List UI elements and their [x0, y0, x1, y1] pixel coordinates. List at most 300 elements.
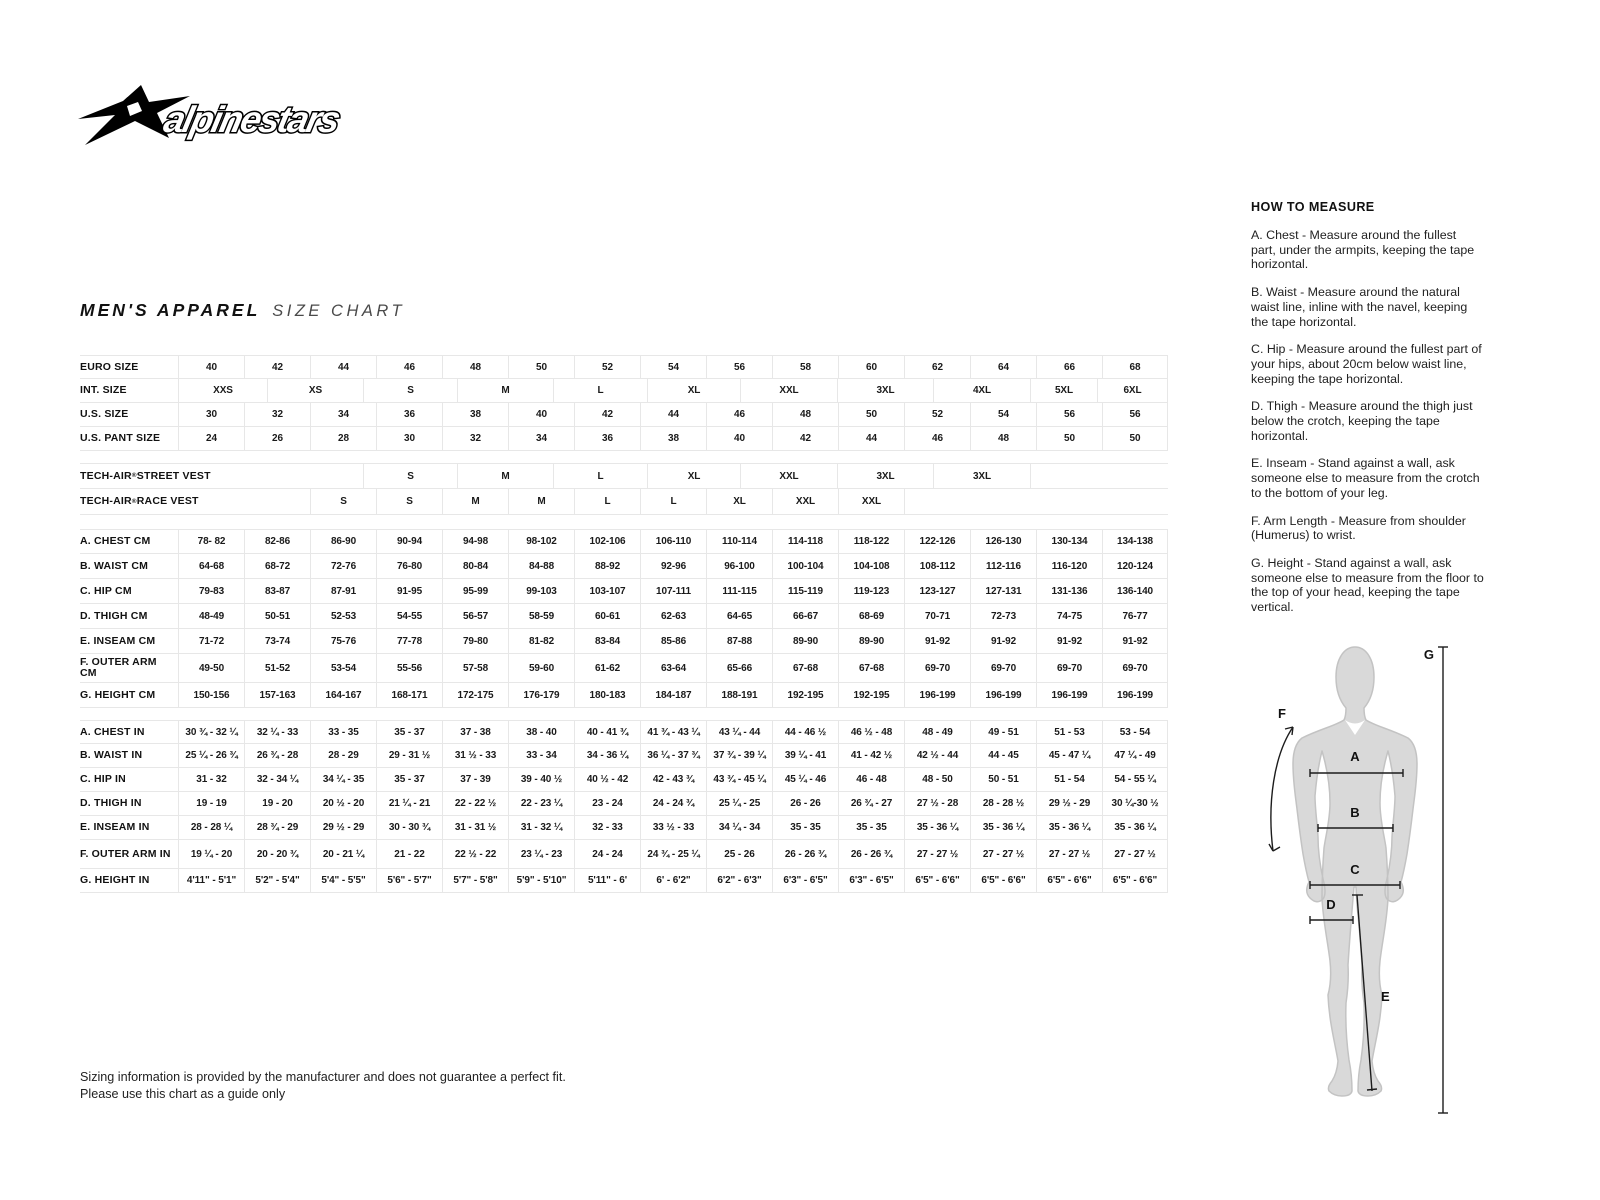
table-row-waist-in: [80, 744, 1168, 768]
logo-wordmark: alpinestars: [160, 98, 343, 140]
table-cell: 5'7" - 5'8": [442, 869, 508, 892]
table-cell: 3XL: [837, 464, 933, 488]
table-cell: 50: [1036, 427, 1102, 450]
measure-instruction-chest: A. Chest - Measure around the fullest part, under the armpits, keeping the tape horizontal.: [1251, 228, 1475, 272]
diagram-label-d: D: [1326, 897, 1336, 912]
table-cell: 196-199: [904, 683, 970, 707]
table-row-inseam-cm: [80, 629, 1168, 654]
table-cell: 40: [178, 356, 244, 378]
table-cell: 5'6" - 5'7": [376, 869, 442, 892]
table-cell: 34: [508, 427, 574, 450]
table-cell: 79-80: [442, 629, 508, 653]
table-cell: 25 ¼ - 26 ¾: [178, 744, 244, 767]
table-cell: 81-82: [508, 629, 574, 653]
table-cell: 68: [1102, 356, 1168, 378]
table-cell: 26 - 26 ¾: [772, 840, 838, 868]
table-cell: 114-118: [772, 530, 838, 553]
table-cell: 35 - 36 ¼: [904, 816, 970, 839]
table-cell: 196-199: [970, 683, 1036, 707]
table-cell: 32 - 34 ¼: [244, 768, 310, 791]
table-cell: 46: [706, 403, 772, 426]
table-cell: 48: [442, 356, 508, 378]
table-cell: 53-54: [310, 654, 376, 682]
table-cell: 108-112: [904, 554, 970, 578]
table-cell: 31 ½ - 33: [442, 744, 508, 767]
table-cell: 22 ½ - 22: [442, 840, 508, 868]
table-cell: [1102, 489, 1168, 514]
table-cell: 30 ¼-30 ½: [1102, 792, 1168, 815]
table-cell: 35 - 35: [772, 816, 838, 839]
table-cell: 6'5" - 6'6": [904, 869, 970, 892]
how-to-measure-title: HOW TO MEASURE: [1251, 200, 1375, 214]
table-row-hip-cm: [80, 579, 1168, 604]
table-cell: 120-124: [1102, 554, 1168, 578]
table-cell: [904, 489, 970, 514]
table-cell: 28 - 29: [310, 744, 376, 767]
table-cell: 37 - 39: [442, 768, 508, 791]
table-cell: 47 ¼ - 49: [1102, 744, 1168, 767]
table-cell: 32 - 33: [574, 816, 640, 839]
table-cell: 102-106: [574, 530, 640, 553]
disclaimer-line-2: Please use this chart as a guide only: [80, 1086, 286, 1101]
table-cell: 131-136: [1036, 579, 1102, 603]
table-cell: 57-58: [442, 654, 508, 682]
table-cell: 122-126: [904, 530, 970, 553]
table-cell: 22 - 23 ¼: [508, 792, 574, 815]
table-cell: 29 ½ - 29: [1036, 792, 1102, 815]
table-cell: S: [363, 464, 457, 488]
table-cell: 31 - 32: [178, 768, 244, 791]
table-cell: 34 ¼ - 34: [706, 816, 772, 839]
table-row-outer-arm-cm: [80, 654, 1168, 683]
table-cell: S: [310, 489, 376, 514]
table-cell: 6'5" - 6'6": [1102, 869, 1168, 892]
table-cell: 44: [838, 427, 904, 450]
page-title: [80, 300, 405, 321]
table-cell: 38: [640, 427, 706, 450]
table-row-tech-air-race-vest: [80, 489, 1168, 515]
table-cell: XXL: [838, 489, 904, 514]
diagram-label-g: G: [1423, 647, 1434, 662]
table-cell: 24: [178, 427, 244, 450]
table-cell: 91-92: [1102, 629, 1168, 653]
table-row-outer-arm-in: [80, 840, 1168, 869]
table-cell: 126-130: [970, 530, 1036, 553]
table-cell: 35 - 37: [376, 768, 442, 791]
table-cell: [1097, 464, 1168, 488]
row-label-height-cm: G. HEIGHT CM: [80, 688, 156, 701]
table-cell: 52: [904, 403, 970, 426]
table-cell: 26: [244, 427, 310, 450]
table-cell: 53 - 54: [1102, 721, 1168, 743]
table-cell: 50: [838, 403, 904, 426]
table-cell: 69-70: [904, 654, 970, 682]
table-cell: 46 ½ - 48: [838, 721, 904, 743]
table-cell: 83-84: [574, 629, 640, 653]
table-cell: 4XL: [933, 379, 1030, 402]
table-cell: [244, 489, 310, 514]
table-cell: 164-167: [310, 683, 376, 707]
measure-instruction-height: G. Height - Stand against a wall, ask someone else to measure from the floor to the top of your head, keeping the tape vertical.: [1251, 555, 1484, 615]
table-cell: 33 ½ - 33: [640, 816, 706, 839]
table-cell: 68-69: [838, 604, 904, 628]
table-cell: XL: [647, 464, 740, 488]
table-row-int-size: [80, 379, 1168, 403]
table-cell: 30: [376, 427, 442, 450]
table-cell: 24 ¾ - 25 ¼: [640, 840, 706, 868]
table-cell: 35 - 37: [376, 721, 442, 743]
row-label-outer-arm-cm: F. OUTER ARM CM: [80, 656, 157, 679]
table-cell: XS: [267, 379, 363, 402]
table-cell: 127-131: [970, 579, 1036, 603]
table-cell: 6' - 6'2": [640, 869, 706, 892]
table-cell: 91-92: [904, 629, 970, 653]
table-cell: 48: [772, 403, 838, 426]
row-label-thigh-in: D. THIGH IN: [80, 797, 142, 809]
table-cell: 56: [1102, 403, 1168, 426]
table-row-euro-size: [80, 355, 1168, 379]
table-cell: 58: [772, 356, 838, 378]
table-cell: 39 ¼ - 41: [772, 744, 838, 767]
table-cell: 89-90: [772, 629, 838, 653]
table-cell: 56-57: [442, 604, 508, 628]
table-cell: 26 - 26: [772, 792, 838, 815]
table-row-height-cm: [80, 683, 1168, 708]
table-cell: 58-59: [508, 604, 574, 628]
measure-instruction-arm: F. Arm Length - Measure from shoulder (Humerus) to wrist.: [1251, 513, 1466, 543]
table-cell: 34 - 36 ¼: [574, 744, 640, 767]
table-cell: 83-87: [244, 579, 310, 603]
measure-instruction-waist: B. Waist - Measure around the natural waist line, inline with the navel, keeping the tape horizontal.: [1251, 285, 1468, 329]
table-cell: 48 - 50: [904, 768, 970, 791]
table-cell: L: [640, 489, 706, 514]
table-cell: 134-138: [1102, 530, 1168, 553]
table-cell: 38 - 40: [508, 721, 574, 743]
table-cell: 28: [310, 427, 376, 450]
table-cell: 44: [640, 403, 706, 426]
table-cell: 71-72: [178, 629, 244, 653]
table-cell: 78- 82: [178, 530, 244, 553]
table-cell: 196-199: [1102, 683, 1168, 707]
table-cell: 28 - 28 ½: [970, 792, 1036, 815]
table-cell: [1036, 489, 1102, 514]
table-cell: 52: [574, 356, 640, 378]
table-cell: 89-90: [838, 629, 904, 653]
table-cell: M: [457, 464, 553, 488]
table-cell: 130-134: [1036, 530, 1102, 553]
table-cell: 20 - 21 ¼: [310, 840, 376, 868]
table-cell: 40 ½ - 42: [574, 768, 640, 791]
table-cell: 103-107: [574, 579, 640, 603]
table-cell: 192-195: [772, 683, 838, 707]
table-cell: 66: [1036, 356, 1102, 378]
table-cell: 107-111: [640, 579, 706, 603]
table-cell: 74-75: [1036, 604, 1102, 628]
table-cell: 176-179: [508, 683, 574, 707]
table-cell: 84-88: [508, 554, 574, 578]
table-cell: 88-92: [574, 554, 640, 578]
table-cell: 172-175: [442, 683, 508, 707]
table-cell: 6'2" - 6'3": [706, 869, 772, 892]
row-label-waist-cm: B. WAIST CM: [80, 559, 149, 572]
table-cell: 62-63: [640, 604, 706, 628]
table-cell: 32: [244, 403, 310, 426]
table-cell: 22 - 22 ½: [442, 792, 508, 815]
table-cell: L: [553, 379, 647, 402]
row-label-us-size: U.S. SIZE: [80, 408, 129, 420]
table-cell: 64-68: [178, 554, 244, 578]
diagram-label-e: E: [1381, 989, 1390, 1004]
table-cell: 44 - 45: [970, 744, 1036, 767]
table-cell: 118-122: [838, 530, 904, 553]
table-cell: 28 - 28 ¼: [178, 816, 244, 839]
table-cell: 87-91: [310, 579, 376, 603]
table-cell: 69-70: [1102, 654, 1168, 682]
table-cell: 6XL: [1097, 379, 1168, 402]
table-cell: 30 ¾ - 32 ¼: [178, 721, 244, 743]
row-label-hip-in: C. HIP IN: [80, 773, 126, 785]
table-cell: 31 - 32 ¼: [508, 816, 574, 839]
diagram-label-b: B: [1350, 805, 1360, 820]
table-cell: 157-163: [244, 683, 310, 707]
table-cell: 27 ½ - 28: [904, 792, 970, 815]
table-cell: 66-67: [772, 604, 838, 628]
table-cell: 42: [574, 403, 640, 426]
table-cell: 45 ¼ - 46: [772, 768, 838, 791]
table-cell: 76-80: [376, 554, 442, 578]
table-section-gap: [80, 451, 1168, 463]
table-cell: 32 ¼ - 33: [244, 721, 310, 743]
table-cell: XXL: [740, 464, 837, 488]
table-cell: 111-115: [706, 579, 772, 603]
table-row-us-size: [80, 403, 1168, 427]
table-cell: 30 - 30 ¾: [376, 816, 442, 839]
table-cell: 54: [970, 403, 1036, 426]
table-cell: 87-88: [706, 629, 772, 653]
table-cell: 77-78: [376, 629, 442, 653]
table-cell: 35 - 35: [838, 816, 904, 839]
table-cell: 21 ¼ - 21: [376, 792, 442, 815]
table-cell: 37 - 38: [442, 721, 508, 743]
table-cell: 5'2" - 5'4": [244, 869, 310, 892]
size-chart-table: [80, 355, 1168, 893]
table-cell: 136-140: [1102, 579, 1168, 603]
table-cell: 54-55: [376, 604, 442, 628]
table-cell: [1030, 464, 1097, 488]
measure-instruction-thigh: D. Thigh - Measure around the thigh just below the crotch, keeping the tape horizontal.: [1251, 399, 1473, 443]
table-cell: 5XL: [1030, 379, 1097, 402]
table-cell: 85-86: [640, 629, 706, 653]
table-cell: 92-96: [640, 554, 706, 578]
row-label-outer-arm-in: F. OUTER ARM IN: [80, 847, 171, 860]
table-cell: 73-74: [244, 629, 310, 653]
table-cell: 41 - 42 ½: [838, 744, 904, 767]
table-cell: 180-183: [574, 683, 640, 707]
height-measure-line: [1438, 647, 1448, 1113]
table-cell: 25 - 26: [706, 840, 772, 868]
table-cell: 82-86: [244, 530, 310, 553]
table-cell: 110-114: [706, 530, 772, 553]
table-cell: 91-92: [1036, 629, 1102, 653]
table-cell: 40: [508, 403, 574, 426]
table-row-thigh-in: [80, 792, 1168, 816]
table-cell: 94-98: [442, 530, 508, 553]
table-cell: 86-90: [310, 530, 376, 553]
table-cell: 4'11" - 5'1": [178, 869, 244, 892]
table-section-gap: [80, 515, 1168, 529]
table-cell: 69-70: [1036, 654, 1102, 682]
table-cell: 61-62: [574, 654, 640, 682]
table-cell: 59-60: [508, 654, 574, 682]
table-cell: 40 - 41 ¾: [574, 721, 640, 743]
table-cell: 37 ¾ - 39 ¼: [706, 744, 772, 767]
table-cell: 72-73: [970, 604, 1036, 628]
table-cell: 42: [772, 427, 838, 450]
table-cell: 25 ¼ - 25: [706, 792, 772, 815]
table-cell: 19 - 20: [244, 792, 310, 815]
table-cell: 100-104: [772, 554, 838, 578]
table-cell: 54 - 55 ¼: [1102, 768, 1168, 791]
table-cell: 60: [838, 356, 904, 378]
table-cell: 6'3" - 6'5": [838, 869, 904, 892]
table-cell: 27 - 27 ½: [1102, 840, 1168, 868]
table-cell: 23 - 24: [574, 792, 640, 815]
table-cell: 68-72: [244, 554, 310, 578]
table-cell: 50: [508, 356, 574, 378]
table-cell: 123-127: [904, 579, 970, 603]
table-cell: 28 ¾ - 29: [244, 816, 310, 839]
table-cell: 48: [970, 427, 1036, 450]
table-row-tech-air-street-vest: [80, 463, 1168, 489]
table-cell: 56: [706, 356, 772, 378]
table-cell: 79-83: [178, 579, 244, 603]
table-cell: 44: [310, 356, 376, 378]
table-row-chest-cm: [80, 529, 1168, 554]
table-cell: 27 - 27 ½: [970, 840, 1036, 868]
table-cell: 24 - 24: [574, 840, 640, 868]
table-cell: 168-171: [376, 683, 442, 707]
table-cell: 5'11" - 6': [574, 869, 640, 892]
table-cell: 43 ¾ - 45 ¼: [706, 768, 772, 791]
diagram-label-f: F: [1278, 706, 1286, 721]
table-cell: S: [363, 379, 457, 402]
table-cell: 90-94: [376, 530, 442, 553]
disclaimer-line-1: Sizing information is provided by the manufacturer and does not guarantee a perfect fit.: [80, 1070, 566, 1084]
table-cell: 31 - 31 ½: [442, 816, 508, 839]
table-cell: 80-84: [442, 554, 508, 578]
table-cell: 65-66: [706, 654, 772, 682]
table-section-gap: [80, 708, 1168, 720]
table-cell: L: [553, 464, 647, 488]
table-cell: 36 ¼ - 37 ¾: [640, 744, 706, 767]
table-cell: 112-116: [970, 554, 1036, 578]
table-cell: S: [376, 489, 442, 514]
table-cell: 91-95: [376, 579, 442, 603]
table-cell: 29 ½ - 29: [310, 816, 376, 839]
table-cell: 5'4" - 5'5": [310, 869, 376, 892]
table-cell: 39 - 40 ½: [508, 768, 574, 791]
table-cell: 106-110: [640, 530, 706, 553]
table-cell: 46: [904, 427, 970, 450]
table-cell: 62: [904, 356, 970, 378]
row-label-hip-cm: C. HIP CM: [80, 584, 132, 597]
table-cell: 34 ¼ - 35: [310, 768, 376, 791]
table-cell: 49-50: [178, 654, 244, 682]
table-cell: [970, 489, 1036, 514]
table-cell: 42: [244, 356, 310, 378]
table-cell: 54: [640, 356, 706, 378]
table-cell: 26 ¾ - 28: [244, 744, 310, 767]
table-cell: XL: [647, 379, 740, 402]
table-cell: 26 ¾ - 27: [838, 792, 904, 815]
table-cell: 44 - 46 ½: [772, 721, 838, 743]
table-cell: 43 ¼ - 44: [706, 721, 772, 743]
table-cell: 5'9" - 5'10": [508, 869, 574, 892]
table-cell: 188-191: [706, 683, 772, 707]
table-cell: 51 - 54: [1036, 768, 1102, 791]
arm-measure-line: [1269, 727, 1293, 851]
table-cell: 115-119: [772, 579, 838, 603]
table-cell: 67-68: [772, 654, 838, 682]
table-cell: 98-102: [508, 530, 574, 553]
table-cell: 3XL: [933, 464, 1030, 488]
table-cell: 50-51: [244, 604, 310, 628]
table-cell: 38: [442, 403, 508, 426]
table-cell: 26 - 26 ¾: [838, 840, 904, 868]
table-cell: 192-195: [838, 683, 904, 707]
table-cell: 56: [1036, 403, 1102, 426]
table-cell: 48-49: [178, 604, 244, 628]
measure-instruction-hip: C. Hip - Measure around the fullest part of your hips, about 20cm below waist line, keeping the tape horizontal.: [1251, 342, 1482, 386]
table-row-height-in: [80, 869, 1168, 893]
page-title-main: MEN'S APPAREL: [80, 300, 261, 320]
table-cell: 33 - 35: [310, 721, 376, 743]
table-cell: 51-52: [244, 654, 310, 682]
table-cell: 19 ¼ - 20: [178, 840, 244, 868]
diagram-label-a: A: [1350, 749, 1360, 764]
table-cell: 150-156: [178, 683, 244, 707]
page-title-sub: SIZE CHART: [272, 302, 406, 320]
table-row-hip-in: [80, 768, 1168, 792]
table-cell: L: [574, 489, 640, 514]
table-cell: 104-108: [838, 554, 904, 578]
row-label-euro-size: EURO SIZE: [80, 360, 139, 373]
row-label-tech-air-race-vest: TECH-AIR ® RACE VEST: [80, 495, 199, 507]
table-cell: 72-76: [310, 554, 376, 578]
table-cell: XXL: [740, 379, 837, 402]
alpinestars-logo: [78, 84, 348, 146]
table-cell: 64: [970, 356, 1036, 378]
table-cell: 52-53: [310, 604, 376, 628]
table-cell: 119-123: [838, 579, 904, 603]
table-cell: XXL: [772, 489, 838, 514]
table-row-waist-cm: [80, 554, 1168, 579]
table-cell: 30: [178, 403, 244, 426]
row-label-chest-cm: A. CHEST CM: [80, 535, 151, 547]
table-cell: 64-65: [706, 604, 772, 628]
table-cell: 196-199: [1036, 683, 1102, 707]
table-cell: 24 - 24 ¾: [640, 792, 706, 815]
row-label-int-size: INT. SIZE: [80, 384, 127, 396]
table-row-thigh-cm: [80, 604, 1168, 629]
table-cell: 70-71: [904, 604, 970, 628]
row-label-inseam-in: E. INSEAM IN: [80, 821, 150, 833]
table-row-us-pant-size: [80, 427, 1168, 451]
table-cell: 51 - 53: [1036, 721, 1102, 743]
table-cell: 95-99: [442, 579, 508, 603]
table-cell: 19 - 19: [178, 792, 244, 815]
measure-instruction-inseam: E. Inseam - Stand against a wall, ask someone else to measure from the crotch to the bottom of your leg.: [1251, 456, 1480, 500]
